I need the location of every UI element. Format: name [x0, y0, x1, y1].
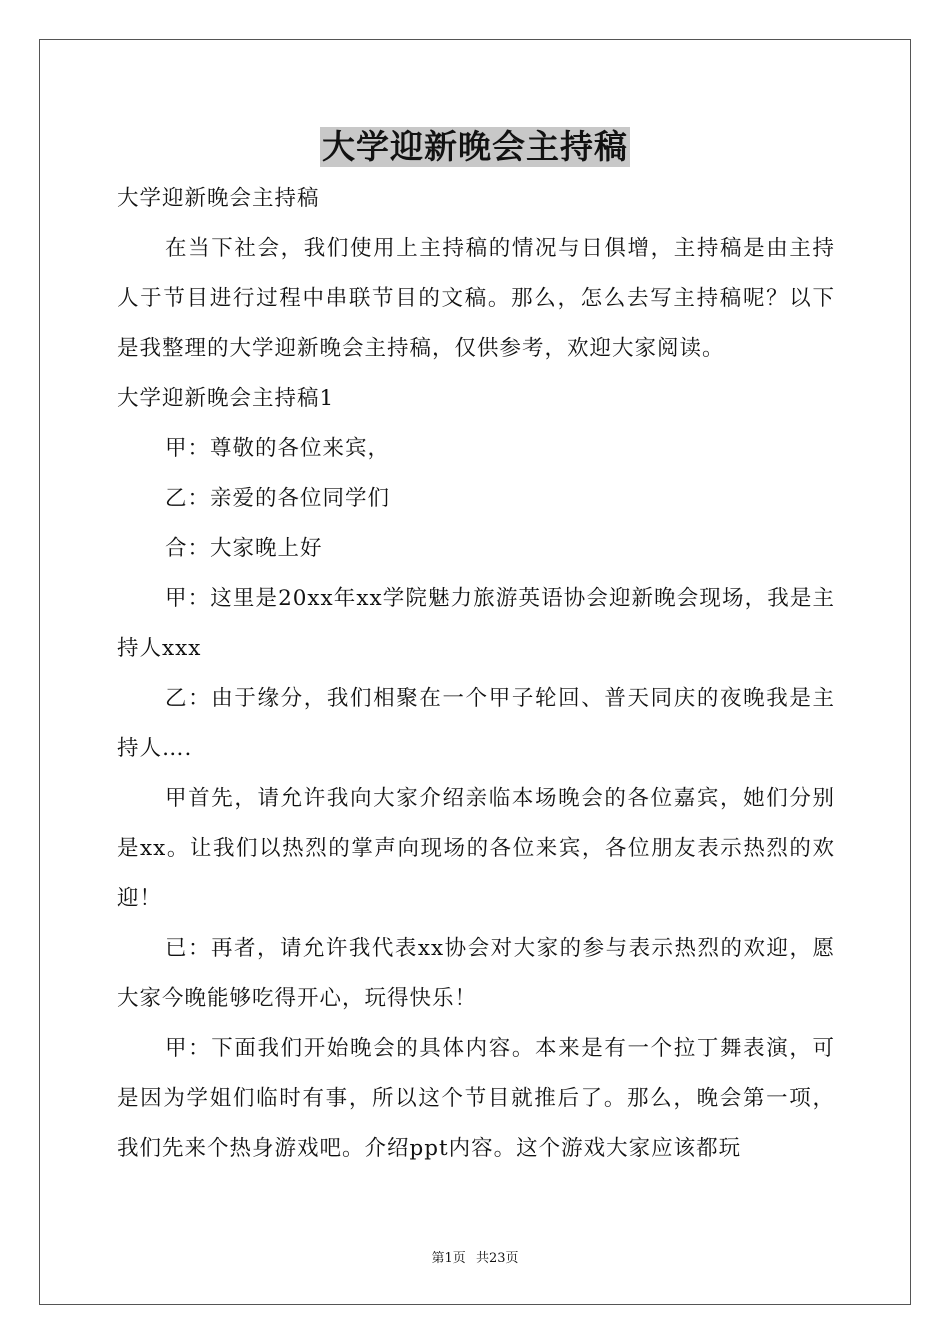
page-footer [0, 1247, 950, 1266]
page-number: 第1页 [431, 1251, 466, 1266]
paragraph: 甲：这里是20xx年xx学院魅力旅游英语协会迎新晚会现场，我是主持人xxx [117, 586, 835, 661]
document-title: 大学迎新晚会主持稿 [322, 127, 628, 166]
paragraph: 大学迎新晚会主持稿1 [117, 386, 335, 411]
paragraph: 大学迎新晚会主持稿 [117, 186, 320, 211]
paragraph: 乙：由于缘分，我们相聚在一个甲子轮回、普天同庆的夜晚我是主持人…. [117, 686, 835, 761]
paragraph: 乙：亲爱的各位同学们 [165, 486, 391, 511]
paragraph: 已：再者，请允许我代表xx协会对大家的参与表示热烈的欢迎，愿大家今晚能够吃得开心，玩得快乐！ [117, 936, 835, 1011]
page-total: 共23页 [475, 1251, 519, 1266]
paragraph: 甲：下面我们开始晚会的具体内容。本来是有一个拉丁舞表演，可是因为学姐们临时有事，所以这个节目就推后了。那么，晚会第一项，我们先来个热身游戏吧。介绍ppt内容。这个游戏大家应该都玩 [117, 1036, 835, 1161]
paragraph: 甲首先，请允许我向大家介绍亲临本场晚会的各位嘉宾，她们分别是xx。让我们以热烈的掌声向现场的各位来宾，各位朋友表示热烈的欢迎！ [117, 786, 835, 911]
paragraph: 合：大家晚上好 [165, 536, 323, 561]
document-body [117, 174, 835, 1174]
paragraph: 甲：尊敬的各位来宾， [165, 436, 391, 461]
title-container [0, 127, 950, 167]
paragraph: 在当下社会，我们使用上主持稿的情况与日俱增，主持稿是由主持人于节目进行过程中串联节目的文稿。那么，怎么去写主持稿呢？以下是我整理的大学迎新晚会主持稿，仅供参考，欢迎大家阅读。 [117, 236, 835, 361]
